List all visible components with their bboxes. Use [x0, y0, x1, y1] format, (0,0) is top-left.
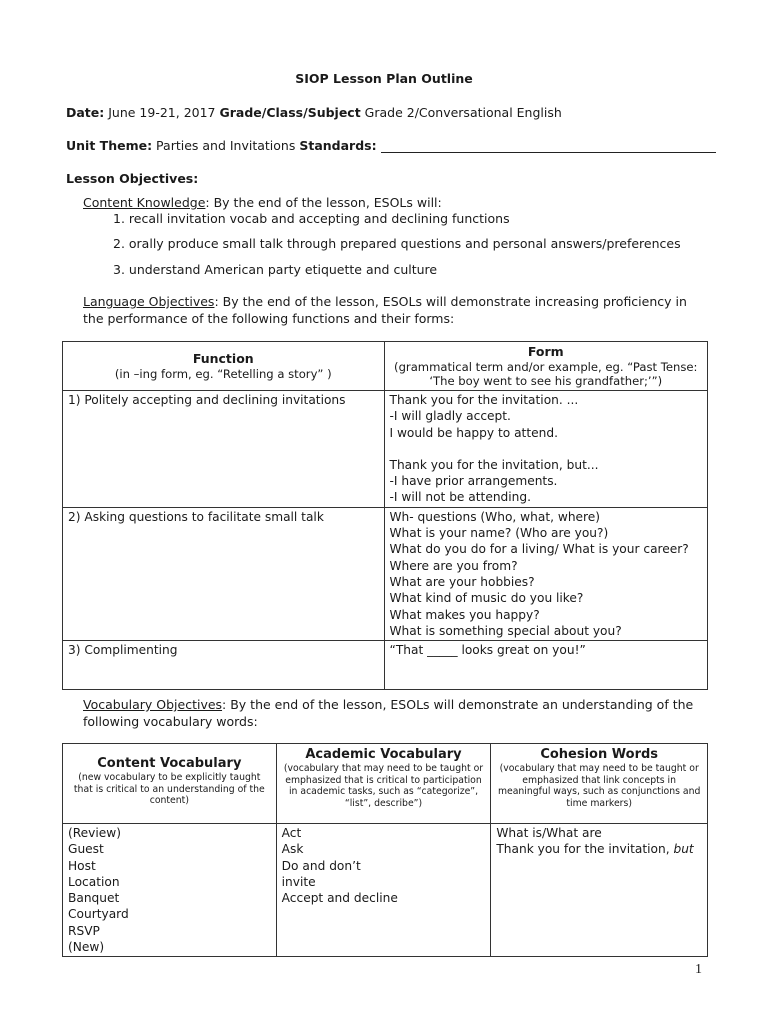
date-label: Date: — [66, 105, 105, 120]
form-line: What is your name? (Who are you?) — [389, 526, 609, 541]
form-line: What is something special about you? — [389, 623, 622, 638]
list-item: Act — [281, 826, 302, 840]
list-item: (Review) — [68, 826, 121, 840]
table-row — [63, 641, 708, 690]
list-item: Ask — [281, 842, 304, 857]
list-item: Banquet — [68, 891, 120, 906]
objective-item: 3. understand American party etiquette and culture — [113, 262, 438, 277]
function-header — [63, 342, 385, 391]
list-item: Location — [68, 874, 120, 889]
content-knowledge-line — [83, 195, 442, 210]
form-header-title: Form — [527, 343, 564, 359]
unit-value: Parties and Invitations — [152, 138, 300, 153]
page-number: 1 — [695, 962, 702, 977]
function-cell: 1) Politely accepting and declining invitations — [63, 391, 385, 508]
list-item: RSVP — [68, 923, 100, 938]
list-item: Do and don’t — [281, 858, 361, 873]
content-knowledge-label: Content Knowledge — [83, 195, 206, 210]
table-row — [63, 507, 708, 640]
form-line: Where are you from? — [389, 558, 518, 573]
form-cell — [384, 641, 708, 690]
objective-item: 1. recall invitation vocab and accepting and declining functions — [113, 211, 510, 226]
vocabulary-objectives-label: Vocabulary Objectives — [83, 697, 223, 712]
function-cell: 3) Complimenting — [63, 641, 385, 690]
vocabulary-objectives-text: : By the end of the lesson, ESOLs will demonstrate an understanding of the following vocabulary words: — [83, 697, 694, 729]
function-header-sub: (in –ing form, eg. “Retelling a story” ) — [114, 367, 332, 382]
content-knowledge-intro: : By the end of the lesson, ESOLs will: — [205, 195, 442, 210]
form-cell — [384, 507, 708, 640]
cohesion-words-sub: (vocabulary that may need to be taught or emphasized that link concepts in meaningful ways, such as conjunctions and time markers) — [497, 763, 701, 809]
table-row — [63, 391, 708, 508]
list-item: (New) — [68, 940, 105, 955]
cohesion-words-header — [491, 744, 708, 824]
date-line — [66, 105, 562, 120]
functions-table-header — [63, 342, 708, 391]
vocabulary-table-header — [63, 744, 708, 824]
form-line: What kind of music do you like? — [389, 591, 584, 606]
form-line: Thank you for the invitation. ... — [389, 393, 579, 407]
cohesion-phrase: Thank you for the invitation, — [496, 842, 674, 857]
form-line: I would be happy to attend. — [389, 425, 558, 440]
form-line: What do you do for a living/ What is your career? — [389, 542, 689, 557]
list-item: Courtyard — [68, 907, 129, 922]
form-line: -I will gladly accept. — [389, 409, 511, 424]
form-line: What makes you happy? — [389, 607, 540, 622]
page-title: SIOP Lesson Plan Outline — [295, 71, 473, 86]
language-objectives-text: : By the end of the lesson, ESOLs will demonstrate increasing proficiency in the performance of the following functions and their forms: — [83, 294, 687, 326]
academic-vocab-cell — [276, 824, 491, 957]
functions-table — [62, 341, 708, 690]
form-header — [384, 342, 708, 391]
cohesion-words-title: Cohesion Words — [540, 747, 659, 762]
content-vocab-title: Content Vocabulary — [97, 756, 242, 771]
list-item: Guest — [68, 842, 104, 857]
unit-label: Unit Theme: — [66, 138, 153, 153]
form-line-spacer — [390, 658, 703, 688]
standards-label: Standards: — [299, 138, 377, 153]
form-cell — [384, 391, 708, 508]
function-cell: 2) Asking questions to facilitate small talk — [63, 507, 385, 640]
objective-item: 2. orally produce small talk through prepared questions and personal answers/preferences — [113, 236, 681, 251]
date-value: June 19-21, 2017 — [104, 105, 220, 120]
academic-vocab-title: Academic Vocabulary — [305, 747, 462, 762]
grade-label: Grade/Class/Subject — [219, 105, 361, 120]
vocabulary-table — [62, 743, 708, 957]
form-line: “That _____ looks great on you!” — [389, 643, 586, 658]
objectives-heading: Lesson Objectives: — [66, 171, 199, 186]
form-line: -I have prior arrangements. — [389, 474, 558, 489]
content-vocab-cell — [63, 824, 277, 957]
academic-vocab-sub: (vocabulary that may need to be taught or emphasized that is critical to participation in academic tasks, such as “categorize”, “list”, describe”) — [283, 763, 484, 809]
form-line: What are your hobbies? — [389, 574, 535, 589]
vocabulary-objectives — [83, 696, 703, 730]
content-vocab-sub: (new vocabulary to be explicitly taught that is critical to an understanding of the content) — [73, 772, 265, 807]
form-line: Wh- questions (Who, what, where) — [389, 509, 601, 524]
content-vocab-header — [63, 744, 277, 824]
list-item: Host — [68, 858, 96, 873]
list-item: invite — [281, 874, 316, 889]
table-row — [63, 824, 708, 957]
list-item — [496, 841, 702, 857]
academic-vocab-header — [276, 744, 491, 824]
cohesion-emphasis: but — [673, 842, 694, 857]
language-objectives-label: Language Objectives — [83, 294, 215, 309]
form-line: -I will not be attending. — [389, 490, 532, 505]
cohesion-words-cell — [491, 824, 708, 957]
list-item: Accept and decline — [281, 891, 398, 906]
grade-value: Grade 2/Conversational English — [360, 105, 562, 120]
standards-blank — [381, 140, 716, 153]
form-line: Thank you for the invitation, but... — [389, 457, 599, 472]
form-header-sub: (grammatical term and/or example, eg. “Past Tense: ‘The boy went to see his grandfather;’”) — [394, 360, 698, 389]
language-objectives — [83, 293, 703, 327]
unit-line — [66, 138, 716, 153]
list-item: What is/What are — [496, 826, 602, 840]
form-line-spacer — [390, 441, 703, 457]
function-header-title: Function — [192, 350, 254, 366]
